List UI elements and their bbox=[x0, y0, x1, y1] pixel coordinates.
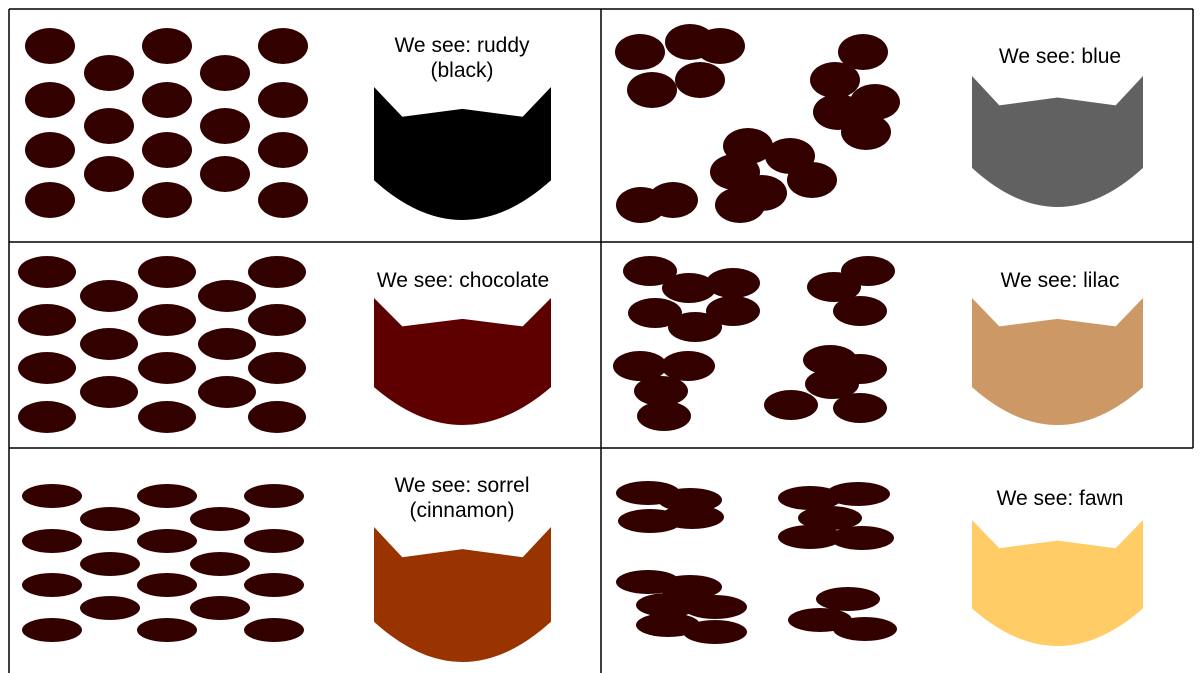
pigment-granule-ruddy bbox=[258, 182, 308, 218]
pigment-granule-sorrel bbox=[80, 596, 140, 620]
pigment-granule-sorrel bbox=[80, 507, 140, 531]
pigment-granule-ruddy bbox=[25, 182, 75, 218]
pigment-granule-chocolate bbox=[18, 256, 76, 288]
pigment-granule-lilac bbox=[764, 390, 818, 420]
pigment-granule-chocolate bbox=[248, 352, 306, 384]
pigment-granule-chocolate bbox=[138, 401, 196, 433]
pigment-granule-lilac bbox=[706, 268, 760, 298]
pigment-granule-sorrel bbox=[190, 507, 250, 531]
pigment-granule-lilac bbox=[661, 351, 715, 381]
pigment-granule-fawn bbox=[683, 620, 747, 644]
pigment-granule-chocolate bbox=[80, 328, 138, 360]
label-blue: We see: blue bbox=[998, 45, 1122, 68]
pigment-granule-sorrel bbox=[190, 596, 250, 620]
pigment-granule-chocolate bbox=[248, 304, 306, 336]
pigment-granule-ruddy bbox=[258, 28, 308, 64]
pigment-granule-ruddy bbox=[25, 28, 75, 64]
pigment-granule-chocolate bbox=[198, 280, 256, 312]
pigment-granule-blue bbox=[787, 162, 837, 198]
label-lilac: We see: lilac bbox=[1000, 269, 1120, 292]
cat-head-fawn bbox=[972, 520, 1143, 646]
pigment-granule-sorrel bbox=[22, 484, 82, 508]
pigment-granule-ruddy bbox=[142, 28, 192, 64]
pigment-granule-chocolate bbox=[18, 352, 76, 384]
pigment-granule-lilac bbox=[637, 401, 691, 431]
pigment-granule-ruddy bbox=[142, 182, 192, 218]
pigment-granule-chocolate bbox=[18, 304, 76, 336]
pigment-granule-chocolate bbox=[198, 376, 256, 408]
pigment-granule-sorrel bbox=[190, 552, 250, 576]
pigment-granule-chocolate bbox=[138, 256, 196, 288]
pigment-granule-ruddy bbox=[142, 82, 192, 118]
pigment-granule-ruddy bbox=[200, 156, 250, 192]
pigment-granule-ruddy bbox=[25, 82, 75, 118]
pigment-granule-lilac bbox=[833, 393, 887, 423]
pigment-granule-sorrel bbox=[137, 529, 197, 553]
pigment-granule-blue bbox=[648, 182, 698, 218]
pigment-granule-chocolate bbox=[18, 401, 76, 433]
pigment-granule-ruddy bbox=[258, 82, 308, 118]
label-ruddy: We see: ruddy (black) bbox=[394, 34, 530, 82]
pigment-granule-ruddy bbox=[258, 132, 308, 168]
pigment-granule-ruddy bbox=[84, 55, 134, 91]
pigment-granule-sorrel bbox=[22, 618, 82, 642]
pigment-granule-sorrel bbox=[137, 484, 197, 508]
pigment-granule-chocolate bbox=[248, 401, 306, 433]
label-chocolate: We see: chocolate bbox=[376, 269, 550, 292]
pigment-granule-fawn bbox=[830, 526, 894, 550]
pigment-granule-fawn bbox=[816, 587, 880, 611]
label-sorrel: We see: sorrel (cinnamon) bbox=[394, 474, 530, 522]
cat-heads bbox=[374, 76, 1143, 662]
pigment-granule-ruddy bbox=[200, 55, 250, 91]
pigment-granule-lilac bbox=[833, 296, 887, 326]
cat-head-sorrel bbox=[374, 527, 551, 662]
pigment-granule-blue bbox=[715, 187, 765, 223]
pigment-granule-fawn bbox=[660, 505, 724, 529]
pigment-granule-fawn bbox=[683, 595, 747, 619]
cat-head-chocolate bbox=[374, 298, 551, 425]
pigment-granule-blue bbox=[675, 62, 725, 98]
pigment-granule-blue bbox=[627, 72, 677, 108]
pigment-granule-sorrel bbox=[22, 529, 82, 553]
pigment-granule-chocolate bbox=[138, 304, 196, 336]
pigment-granule-sorrel bbox=[22, 573, 82, 597]
pigment-granule-sorrel bbox=[80, 552, 140, 576]
pigment-granule-blue bbox=[810, 62, 860, 98]
pigment-granule-lilac bbox=[706, 296, 760, 326]
pigment-granule-ruddy bbox=[84, 156, 134, 192]
pigment-granule-sorrel bbox=[244, 618, 304, 642]
pigment-granule-sorrel bbox=[244, 529, 304, 553]
pigment-granule-chocolate bbox=[248, 256, 306, 288]
pigment-granule-chocolate bbox=[80, 376, 138, 408]
cat-head-ruddy bbox=[374, 87, 551, 220]
pigment-granule-sorrel bbox=[137, 573, 197, 597]
pigment-granule-blue bbox=[695, 28, 745, 64]
pigment-granule-chocolate bbox=[198, 328, 256, 360]
pigment-granule-fawn bbox=[826, 482, 890, 506]
pigment-granule-ruddy bbox=[25, 132, 75, 168]
pigment-granule-sorrel bbox=[244, 484, 304, 508]
cat-head-blue bbox=[972, 76, 1143, 207]
pigment-granule-blue bbox=[615, 34, 665, 70]
pigment-granule-blue bbox=[841, 114, 891, 150]
pigment-granule-sorrel bbox=[137, 618, 197, 642]
pigment-granule-fawn bbox=[833, 617, 897, 641]
cat-head-lilac bbox=[972, 298, 1143, 425]
pigment-granule-sorrel bbox=[244, 573, 304, 597]
pigment-granule-chocolate bbox=[80, 280, 138, 312]
pigment-granule-ruddy bbox=[200, 108, 250, 144]
pigment-granule-ruddy bbox=[84, 108, 134, 144]
pigment-granule-chocolate bbox=[138, 352, 196, 384]
label-fawn: We see: fawn bbox=[996, 487, 1124, 510]
pigment-granule-ruddy bbox=[142, 132, 192, 168]
